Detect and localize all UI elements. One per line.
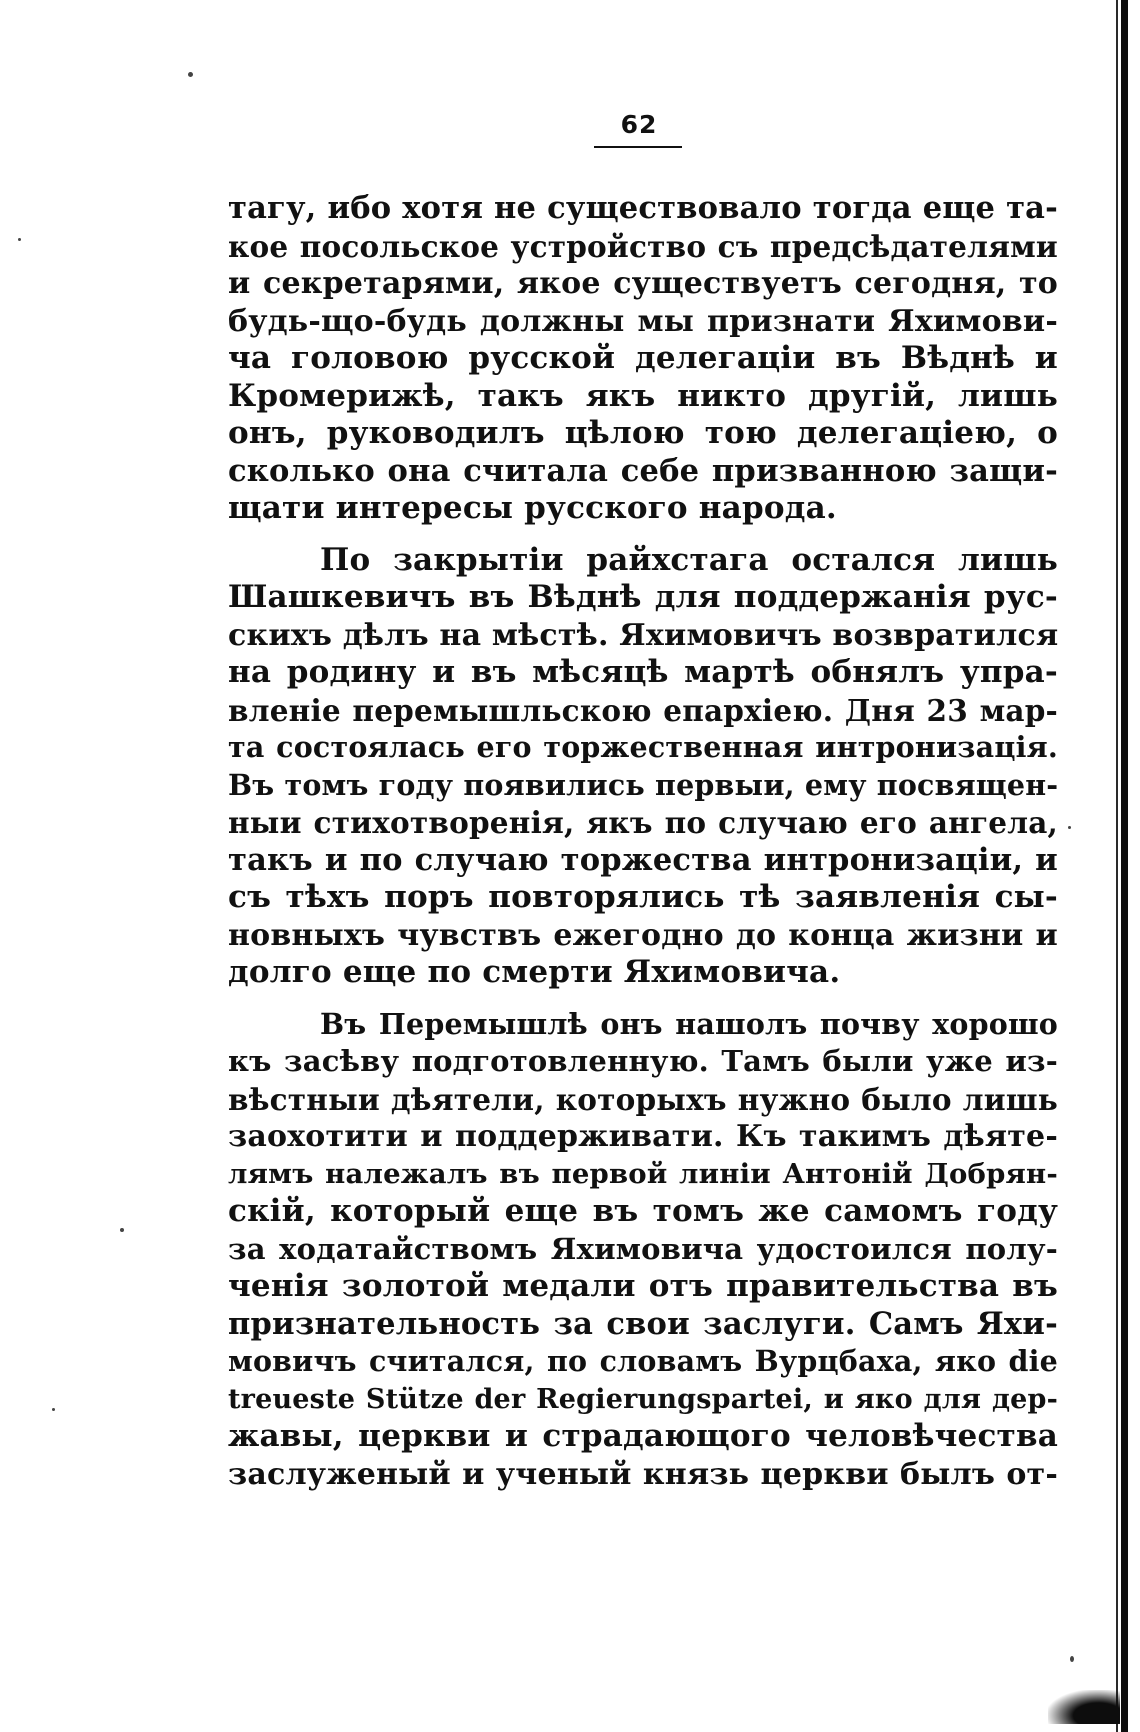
text-line: Шашкевичъ въ Вѣднѣ для поддержанія рус- (228, 579, 1058, 615)
text-line: Въ томъ году появились первыи, ему посвящен- (228, 767, 1059, 802)
scan-speck (18, 238, 21, 241)
text-line: будь-що-будь должны мы признати Яхимови- (228, 303, 1058, 339)
text-line: treueste Stütze der Regierungspartei, и яко для дер- (228, 1383, 1058, 1415)
text-line: за ходатайствомъ Яхимовича удостоился полу- (228, 1231, 1058, 1266)
text-line: вленіе перемышльскою епархіею. Дня 23 мар- (228, 692, 1058, 728)
text-line: скихъ дѣлъ на мѣстѣ. Яхимовичъ возвратился (228, 617, 1059, 653)
text-line: съ тѣхъ поръ повторялись тѣ заявленія сы- (228, 879, 1058, 915)
paragraph-3 (228, 1006, 1058, 1494)
text-line: къ засѣву подготовленную. Тамъ были уже из- (228, 1044, 1058, 1078)
scan-smudge (1048, 1690, 1120, 1724)
text-line: заслуженый и ученый князь церкви былъ от- (228, 1456, 1058, 1492)
scan-speck (1068, 826, 1071, 829)
body-text (228, 190, 1058, 1507)
text-line: та состоялась его торжественная интронизація. (228, 730, 1058, 764)
text-line: признательность за свои заслуги. Самъ Яхи- (228, 1305, 1058, 1342)
text-line: По закрытіи райхстага остался лишь (320, 541, 1058, 578)
text-line: щати интересы русского народа. (228, 490, 837, 526)
text-line: долго еще по смерти Яхимовича. (228, 954, 841, 990)
text-line: новныхъ чувствъ ежегодно до конца жизни и (228, 917, 1058, 953)
page-number: 62 (620, 110, 658, 139)
text-line: скій, который еще въ томъ же самомъ году (228, 1193, 1058, 1229)
text-line: заохотити и поддерживати. Къ такимъ дѣяте- (228, 1119, 1058, 1154)
text-line: Въ Перемышлѣ онъ нашолъ почву хорошо (320, 1006, 1058, 1041)
scan-speck (188, 72, 193, 77)
scan-speck (120, 1228, 124, 1232)
text-line: Кромерижѣ, такъ якъ никто другій, лишь (228, 377, 1058, 414)
text-line: такъ и по случаю торжества интронизаціи, и (228, 841, 1058, 878)
scan-border-line-inner (1116, 0, 1118, 1732)
text-line: вѣстныи дѣятели, которыхъ нужно было лишь (228, 1081, 1058, 1117)
text-line: ченія золотой медали отъ правительства въ (228, 1268, 1058, 1304)
paragraph-2 (228, 542, 1058, 992)
scan-speck (1070, 1656, 1074, 1662)
scan-border-line (1121, 0, 1128, 1732)
text-line: онъ, руководилъ цѣлою тою делегаціею, о (228, 415, 1058, 451)
text-line: ча головою русской делегаціи въ Вѣднѣ и (228, 340, 1058, 376)
text-line: ныи стихотворенія, якъ по случаю его ангела, (228, 805, 1058, 840)
text-line: мовичъ считался, по словамъ Вурцбаха, яко die (228, 1344, 1058, 1378)
text-line: на родину и въ мѣсяцѣ мартѣ обнялъ упра- (228, 654, 1058, 690)
page-number-underline (594, 146, 682, 148)
paragraph-1 (228, 190, 1058, 528)
text-line: жавы, церкви и страдающого человѣчества (228, 1418, 1058, 1454)
text-line: и секретарями, якое существуетъ сегодня, то (228, 266, 1058, 301)
text-line: тагу, ибо хотя не существовало тогда еще та- (228, 190, 1058, 226)
text-line: сколько она считала себе призванною защи- (228, 452, 1058, 489)
text-line: кое посольское устройство съ предсѣдателями (228, 228, 1058, 264)
scan-speck (52, 1408, 55, 1411)
text-line: лямъ належалъ въ первой линіи Антоній Добрян- (228, 1157, 1058, 1190)
